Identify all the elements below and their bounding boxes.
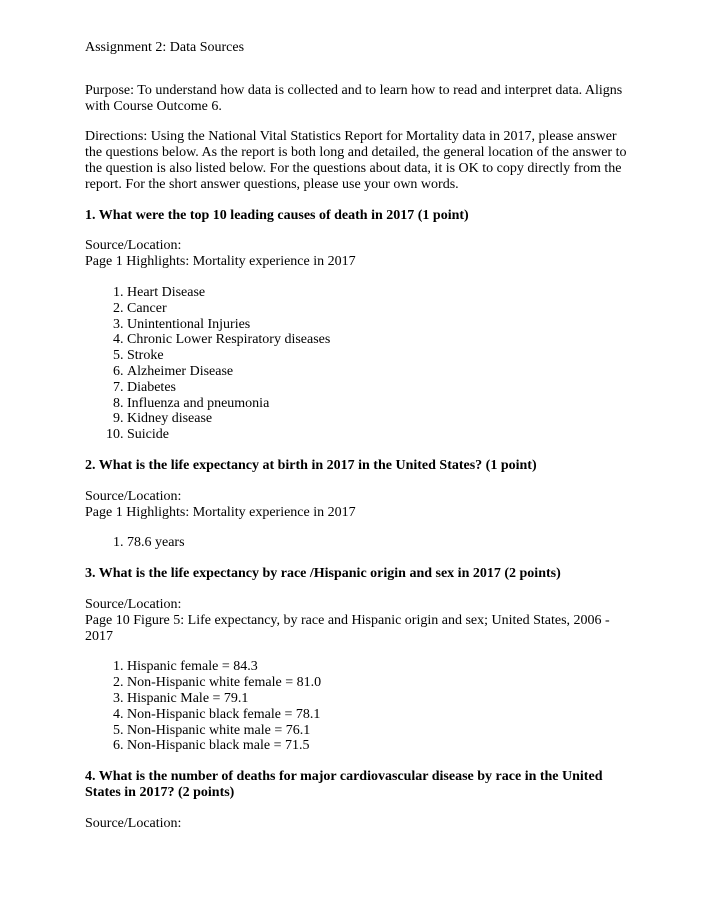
list-item: 2. Non-Hispanic white female = 81.0: [127, 675, 635, 691]
source-label-3: Source/Location:: [85, 596, 182, 612]
source-label-1: Source/Location:: [85, 238, 182, 254]
list-item: 5. Stroke: [127, 348, 635, 364]
source-label-2: Source/Location:: [85, 488, 182, 504]
list-item: 4. Non-Hispanic black female = 78.1: [127, 707, 635, 723]
answer-list-1: [85, 285, 635, 443]
list-item: 1. Hispanic female = 84.3: [127, 659, 635, 675]
list-item: 6. Non-Hispanic black male = 71.5: [127, 738, 635, 754]
document-title: Assignment 2: Data Sources: [85, 40, 245, 55]
list-item: 7. Diabetes: [127, 380, 635, 396]
answer-list-2: [85, 535, 635, 551]
list-item: 8. Influenza and pneumonia: [127, 396, 635, 412]
question-4: 4. What is the number of deaths for major cardiovascular disease by race in the United States in 2017? (2 points): [85, 769, 603, 800]
list-item: 1. 78.6 years: [127, 535, 635, 551]
question-1: 1. What were the top 10 leading causes of death in 2017 (1 point): [85, 207, 469, 223]
source-location-3: Page 10 Figure 5: Life expectancy, by race and Hispanic origin and sex; United States, 2006 - 2017: [85, 612, 610, 644]
list-item: 10. Suicide: [127, 427, 635, 443]
list-item: 3. Hispanic Male = 79.1: [127, 691, 635, 707]
source-location-2: Page 1 Highlights: Mortality experience in 2017: [85, 504, 356, 520]
question-2: 2. What is the life expectancy at birth in 2017 in the United States? (1 point): [85, 457, 537, 473]
question-3: 3. What is the life expectancy by race /Hispanic origin and sex in 2017 (2 points): [85, 566, 561, 582]
answer-list-3: [85, 659, 635, 754]
directions-paragraph: Directions: Using the National Vital Statistics Report for Mortality data in 2017, please answer the questions below. As the report is both long and detailed, the general location of the answer to the question is also listed below. For the questions about data, it is OK to copy directly from the report. For the short answer questions, please use your own words.: [85, 129, 627, 192]
source-label-4: Source/Location:: [85, 815, 182, 831]
list-item: 9. Kidney disease: [127, 411, 635, 427]
list-item: 6. Alzheimer Disease: [127, 364, 635, 380]
list-item: 4. Chronic Lower Respiratory diseases: [127, 332, 635, 348]
list-item: 5. Non-Hispanic white male = 76.1: [127, 723, 635, 739]
source-location-1: Page 1 Highlights: Mortality experience in 2017: [85, 254, 356, 270]
document-page: [85, 40, 635, 831]
list-item: 1. Heart Disease: [127, 285, 635, 301]
purpose-paragraph: Purpose: To understand how data is collected and to learn how to read and interpret data. Aligns with Course Outcome 6.: [85, 82, 623, 114]
list-item: 3. Unintentional Injuries: [127, 317, 635, 333]
list-item: 2. Cancer: [127, 301, 635, 317]
